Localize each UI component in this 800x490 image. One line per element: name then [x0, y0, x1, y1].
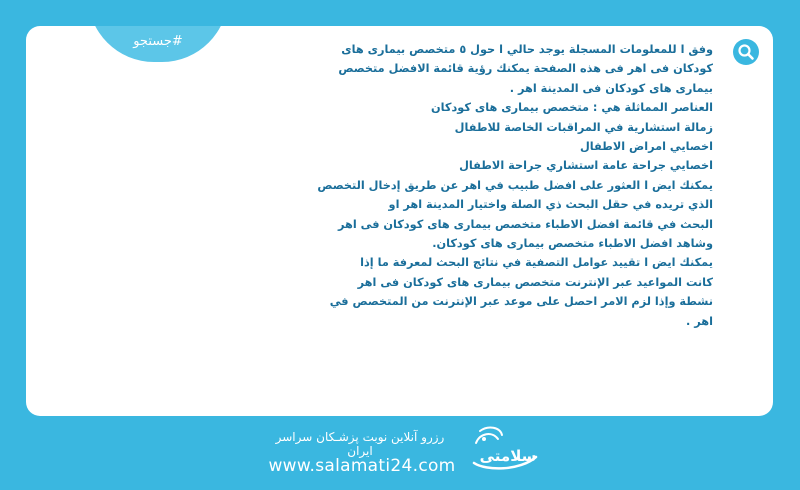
description-line: بيماری های کودکان فی المدينة اهر . [509, 81, 713, 95]
description-line: کودکان فی اهر فی هذه الصفحة يمكنك رؤية قائمة الافضل متخصص [338, 62, 713, 76]
description-line: وفق ا للمعلومات المسجلة يوجد حالي ا حول ٥ متخصص بيماری های [341, 43, 713, 56]
description-line: وشاهد افضل الاطباء متخصص بيماری های کودکان. [432, 237, 713, 251]
description-line: نشطة وإذا لزم الامر احصل على موعد عبر الإنترنت من المتخصص في [329, 295, 713, 309]
logo-text: سلامتی [479, 447, 537, 465]
search-tag-label: #جستجو [133, 34, 183, 49]
description-line: زمالة استشارية في المراقبات الخاصة للاطفال [454, 120, 713, 134]
description-line: كانت المواعيد عبر الإنترنت متخصص بيماری های کودکان فی اهر [357, 275, 713, 289]
description-text [303, 40, 713, 331]
salamati-logo [470, 423, 540, 478]
description-line: يمكنك ايض ا العثور على افضل طبيب في اهر عن طريق إدخال التخصص [317, 178, 713, 192]
footer-tagline: رزرو آنلاین نوبت پزشـکان سراسر ایران [275, 430, 445, 458]
description-line: اهر . [686, 314, 713, 328]
description-line: يمكنك ايض ا تقييد عوامل التصفية في نتائج البحث لمعرفة ما إذا [360, 256, 713, 270]
footer-url-link[interactable]: www.salamati24.com [268, 456, 456, 476]
description-line: العناصر المماثلة هي : متخصص بيماری های کودکان [431, 101, 713, 115]
search-icon [737, 43, 755, 61]
description-line: اخصايي جراحة عامة استشاري جراحة الاطفال [459, 159, 713, 173]
search-tag-tab[interactable] [88, 26, 228, 62]
description-line: الذي تريده في حقل البحث ذي الصلة واختيار المدينة اهر او [388, 198, 713, 212]
description-line: البحث في قائمة افضل الاطباء متخصص بيماری های کودکان فی اهر [337, 217, 713, 231]
content-card [26, 26, 773, 416]
description-line: اخصايي امراض الاطفال [580, 140, 713, 154]
search-button[interactable] [733, 39, 759, 65]
